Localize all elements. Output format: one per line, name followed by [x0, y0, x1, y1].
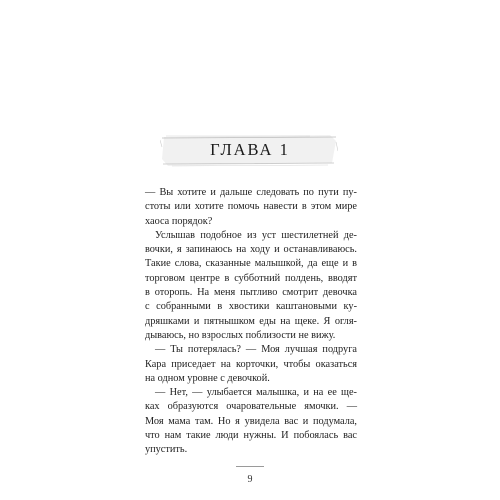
text-line: упустить.	[145, 444, 188, 456]
text-line: Такие слова, сказанные малышкой, да еще и в	[145, 258, 357, 270]
text-line: дываюсь, но взрослых поблизости не вижу.	[145, 329, 336, 341]
text-line: — Нет, — улыбается малышка, и на ее ще-	[155, 387, 357, 399]
footer-divider	[236, 466, 264, 467]
text-line: в оторопь. На меня пытливо смотрит девочка	[145, 287, 357, 299]
page-number: 9	[247, 474, 253, 485]
text-line: вочки, я запинаюсь на ходу и останавливаюсь.	[145, 244, 357, 256]
text-line: — Ты потерялась? — Моя лучшая подруга	[155, 344, 357, 356]
text-line: Услышав подобное из уст шестилетней де-	[155, 229, 357, 241]
text-line: торговом центре в субботний полдень, вводят	[145, 272, 357, 284]
text-line: хаоса порядок?	[145, 215, 213, 227]
text-line: дряшками и пятнышком еды на щеке. Я огля-	[145, 315, 357, 327]
text-line: что нам такие люди нужны. И побоялась вас	[145, 430, 357, 442]
text-line: — Вы хотите и дальше следовать по пути пу-	[145, 187, 357, 198]
chapter-title: ГЛАВА 1	[210, 140, 290, 159]
text-line: на одном уровне с девочкой.	[145, 372, 270, 384]
text-line: Кара приседает на корточки, чтобы оказаться	[145, 358, 357, 370]
text-line: Моя мама там. Но я увидела вас и подумала,	[145, 415, 357, 427]
body-text	[145, 186, 357, 458]
text-line: ках образуются очаровательные ямочки. —	[145, 401, 357, 413]
text-line: стоты или хотите помочь навести в этом мире	[145, 201, 357, 213]
text-line: с собранными в хвостики каштановыми ку-	[145, 301, 357, 313]
chapter-heading	[0, 133, 500, 169]
